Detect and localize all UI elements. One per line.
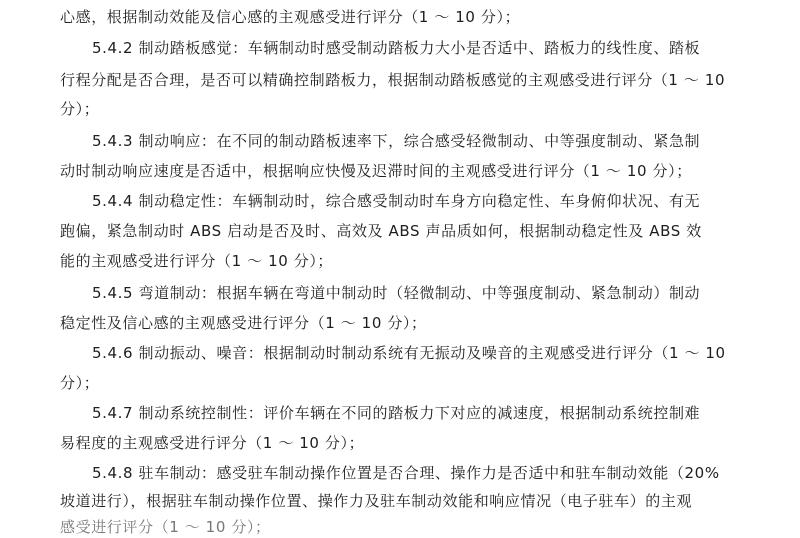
text-line-17: 坡道进行），根据驻车制动操作位置、操作力及驻车制动效能和响应情况（电子驻车）的主观: [60, 492, 693, 510]
text-line-4: 分）；: [60, 100, 100, 118]
text-line-11: 稳定性及信心感的主观感受进行评分（1 ～ 10 分）；: [60, 314, 427, 332]
text-line-3: 行程分配是否合理，是否可以精确控制踏板力，根据制动踏板感觉的主观感受进行评分（1 ～ 10: [60, 71, 726, 89]
text-line-6: 动时制动响应速度是否适中，根据响应快慢及迟滞时间的主观感受进行评分（1 ～ 10 分）；: [60, 162, 692, 180]
text-line-18-partial: 感受进行评分（1 ～ 10 分）；: [60, 518, 271, 536]
text-line-8: 跑偏，紧急制动时 ABS 启动是否及时、高效及 ABS 声品质如何，根据制动稳定性及 ABS 效: [60, 222, 702, 240]
text-line-1: 心感，根据制动效能及信心感的主观感受进行评分（1 ～ 10 分）；: [60, 8, 521, 26]
text-line-13: 分）；: [60, 374, 100, 392]
text-line-15: 易程度的主观感受进行评分（1 ～ 10 分）；: [60, 434, 365, 452]
cut-off-line-region: [0, 508, 800, 536]
section-5-4-8-heading-line: 5.4.8 驻车制动：感受驻车制动操作位置是否合理、操作力是否适中和驻车制动效能（20%: [92, 464, 720, 482]
section-5-4-3-heading-line: 5.4.3 制动响应：在不同的制动踏板速率下，综合感受轻微制动、中等强度制动、紧急制: [92, 132, 701, 150]
section-5-4-7-heading-line: 5.4.7 制动系统控制性：评价车辆在不同的踏板力下对应的减速度，根据制动系统控制难: [92, 404, 701, 422]
section-5-4-5-heading-line: 5.4.5 弯道制动：根据车辆在弯道中制动时（轻微制动、中等强度制动、紧急制动）制动: [92, 284, 701, 302]
section-5-4-2-heading-line: 5.4.2 制动踏板感觉：车辆制动时感受制动踏板力大小是否适中、踏板力的线性度、踏板: [92, 39, 701, 57]
text-line-9: 能的主观感受进行评分（1 ～ 10 分）；: [60, 252, 334, 270]
section-5-4-6-heading-line: 5.4.6 制动振动、噪音：根据制动时制动系统有无振动及噪音的主观感受进行评分（1 ～ 10: [92, 344, 726, 362]
section-5-4-4-heading-line: 5.4.4 制动稳定性：车辆制动时，综合感受制动时车身方向稳定性、车身俯仰状况、有无: [92, 192, 701, 210]
